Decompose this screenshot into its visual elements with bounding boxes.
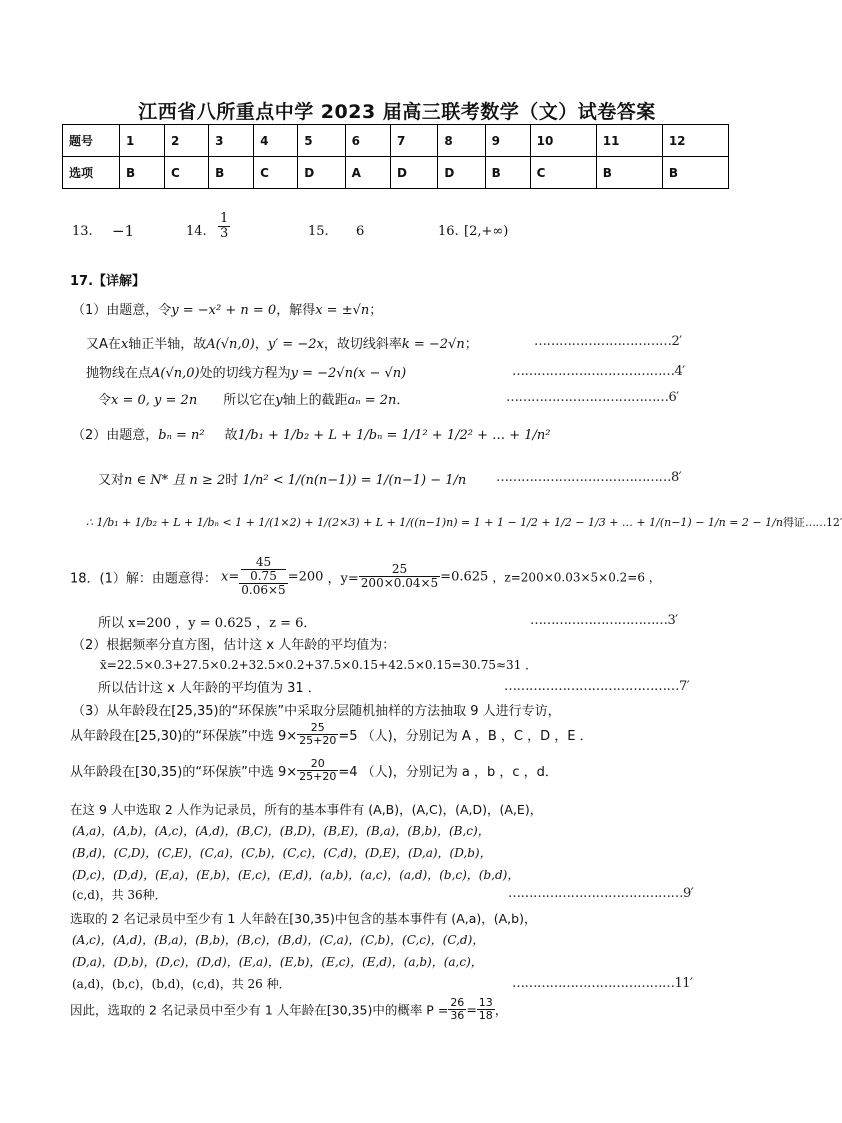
score: 6′ [668,390,679,405]
fraction-numerator: 20 [297,758,338,771]
table-row [63,157,729,189]
text: =4 （人)，分别记为 a ，b ，c ，d． [338,765,558,781]
formula: y′ = −2x [267,337,324,352]
formula: n ∈ N* 且 n ≥ 2 [124,473,226,488]
formula: aₙ = 2n [347,393,397,408]
table-cell: B [209,157,254,189]
q18-line-18 [70,997,507,1022]
text: =5 （人)，分别记为 A ，B ，C ，D ，E ． [338,729,593,745]
table-row-label: 选项 [63,157,120,189]
q18-line-4: x̄=22.5×0.3+27.5×0.2+32.5×0.2+37.5×0.15+42.5×0.15=30.75≈31 ． [100,658,538,672]
text: 抛物线在点 [86,366,152,381]
table-cell: 11 [596,125,662,157]
table-cell: 2 [165,125,209,157]
formula: ，y= [327,571,359,587]
text: 得证 [782,516,805,529]
answer-14-value [218,212,230,242]
table-cell: B [120,157,165,189]
fraction-numerator: 45 [255,555,272,569]
q17-line-2 [86,333,478,352]
formula: 1/n² < 1/(n(n−1)) = 1/(n−1) − 1/n [242,473,467,488]
fraction-denominator: 0.06×5 [241,583,286,598]
formula: A(√n,0) [206,337,255,352]
formula: x = ±√n [315,303,370,318]
table-cell: 10 [530,125,596,157]
score-marker: ……………………………………8′ [496,470,682,485]
table-cell: D [438,157,485,189]
q18-line-13: (c,d)，共 36种． [72,888,167,902]
fraction-denominator: 25+20 [299,734,337,748]
fraction-denominator: 36 [450,1009,465,1023]
text: 因此，选取的 2 名记录员中至少有 1 人年龄在[30,35)中的概率 P = [70,1002,449,1018]
fraction-numerator: 13 [478,996,493,1009]
table-cell: C [254,157,298,189]
fraction-numerator: 25 [297,722,338,735]
text: 轴上的截距 [282,393,348,408]
table-cell: 3 [209,125,254,157]
q18-line-3: （2）根据频率分直方图，估计这 x 人年龄的平均值为： [72,638,396,653]
q17-line-6 [98,469,466,488]
fraction-numerator: 1 [220,211,229,226]
text: 18．(1）解：由题意得： [70,571,217,587]
fraction-numerator: 0.75 [241,569,285,583]
table-row [63,125,729,157]
fraction-numerator: 26 [450,996,465,1009]
score: 9′ [683,886,694,901]
q18-line-7 [70,722,593,747]
q18-line-10: (A,a)，(A,b)，(A,c)，(A,d)，(B,C)，(B,D)，(B,E)，(B,a)，(B,b)，(B,c)， [72,824,490,838]
text: ． [396,393,410,408]
formula: bₙ = n² [158,428,205,443]
formula: =200 [287,569,324,585]
table-cell: 5 [298,125,345,157]
table-cell: 12 [662,125,728,157]
q18-line-17: (a,d)，(b,c)，(b,d)，(c,d)，共 26 种． [72,977,291,991]
q17-line-7: ∴ 1/b₁ + 1/b₂ + L + 1/bₙ < 1 + 1/(1×2) + 1/(2×3) + L + 1/((n−1)n) = 1 + 1 − 1/2 + 1/2 − 1/3 + … + 1/(n−1) − 1/n = 2 − 1/n得证……12′ [86,516,842,529]
score-marker: …………………………………11′ [512,976,693,991]
table-cell: 9 [485,125,530,157]
q18-line-6: （3）从年龄段在[25,35)的“环保族”中采取分层随机抽样的方法抽取 9 人进行专访， [72,704,561,719]
text: 轴正半轴，故 [128,337,207,352]
text: = [466,1002,477,1018]
q17-line-4 [98,389,409,408]
q18-line-12: (D,c)，(D,d)，(E,a)，(E,b)，(E,c)，(E,d)，(a,b)，(a,c)，(a,d)，(b,c)，(b,d)， [72,868,520,882]
q18-line-9: 在这 9 人中选取 2 人作为记录员，所有的基本事件有 (A,B)，(A,C)，(A,D)，(A,E)， [70,802,543,817]
table-cell: 4 [254,125,298,157]
answer-15-value: 6 [356,224,365,239]
table-cell: B [662,157,728,189]
text: 处的切线方程为 [199,366,291,381]
formula: =0.625 [440,569,489,585]
q18-line-14: 选取的 2 名记录员中至少有 1 人年龄在[30,35)中包含的基本事件有 (A,a)，(A,b)， [70,911,537,926]
text: ， [254,337,268,352]
text: ， [494,1002,508,1018]
q18-line-16: (D,a)，(D,b)，(D,c)，(D,d)，(E,a)，(E,b)，(E,c)，(E,d)，(a,b)，(a,c)， [72,955,483,969]
score-marker: ……………………………2′ [534,334,682,349]
q18-line-2: 所以 x=200 ，y = 0.625 ，z = 6． [98,616,317,631]
q18-line-5: 所以估计这 x 人年龄的平均值为 31 ． [98,681,321,696]
q18-line-1 [70,556,661,598]
text: 时 [225,473,239,488]
table-cell: 7 [391,125,438,157]
formula: y = −x² + n = 0 [171,303,277,318]
q18-line-15: (A,c)，(A,d)，(B,a)，(B,b)，(B,c)，(B,d)，(C,a)，(C,b)，(C,c)，(C,d)， [72,933,485,947]
table-cell: C [165,157,209,189]
score: 2′ [671,334,682,349]
table-cell: A [345,157,390,189]
text: 故 [224,428,238,443]
table-row-label: 题号 [63,125,120,157]
text: 又对 [98,473,125,488]
text: ，故切线斜率 [323,337,402,352]
text: 所以它在 [223,393,276,408]
answer-13-value: −1 [112,222,135,240]
score: 8′ [671,470,682,485]
score-marker: ……………………………3′ [530,613,678,628]
q17-line-5 [72,424,551,443]
fraction-denominator: 200×0.04×5 [360,576,439,591]
table-cell: B [485,157,530,189]
answer-15-number: 15. [308,224,329,239]
q17-heading: 17.【详解】 [70,274,146,289]
table-cell: 6 [345,125,390,157]
q17-line-1 [72,299,382,318]
q18-line-11: (B,d)，(C,D)，(C,E)，(C,a)，(C,b)，(C,c)，(C,d)，(D,E)，(D,a)，(D,b)， [72,846,492,860]
table-cell: C [530,157,596,189]
score: 11′ [674,976,693,991]
fraction-numerator: 25 [359,563,440,577]
formula: 1/b₁ + 1/b₂ + L + 1/bₙ [237,428,383,443]
answer-table [62,124,729,189]
text: 从年龄段在[30,35)的“环保族”中选 9× [70,765,298,781]
fraction-denominator: 18 [478,1009,493,1023]
answer-16-value: [2,+∞) [464,224,509,239]
answer-13-number: 13. [72,224,93,239]
formula: y [275,393,283,408]
table-cell: 1 [120,125,165,157]
formula: x [120,337,129,352]
formula: y = −2√n(x − √n) [290,366,407,381]
q18-line-8 [70,758,558,783]
formula: ，z=200×0.03×5×0.2=6 ， [492,570,661,585]
score: 12′ [825,516,842,529]
score: 3′ [667,613,678,628]
formula: = 1/1² + 1/2² + … + 1/n² [386,428,551,443]
text: 又A在 [86,337,121,352]
score: 4′ [674,364,685,379]
page-title: 江西省八所重点中学 2023 届高三联考数学（文）试卷答案 [138,101,656,123]
table-cell: 8 [438,125,485,157]
text: 从年龄段在[25,30)的“环保族”中选 9× [70,729,298,745]
score: 7′ [679,679,690,694]
fraction-denominator: 25+20 [299,770,337,784]
q17-line-3 [86,362,406,381]
score-marker: ……………………………………9′ [508,886,694,901]
text: ，解得 [276,303,316,318]
fraction-denominator: 3 [220,226,229,242]
table-cell: D [391,157,438,189]
table-cell: D [298,157,345,189]
text: ； [464,337,478,352]
formula: x= [221,569,240,585]
formula: k = −2√n [401,337,465,352]
text: ； [369,303,383,318]
table-cell: B [596,157,662,189]
text: （2）由题意， [72,428,159,443]
answer-16-number: 16. [438,224,459,239]
text: 令 [98,393,112,408]
formula: A(√n,0) [151,366,200,381]
score-marker: …………………………………4′ [512,364,685,379]
formula: ∴ 1/b₁ + 1/b₂ + L + 1/bₙ < 1 + 1/(1×2) + 1/(2×3) + L + 1/((n−1)n) = 1 + 1 − 1/2 + 1/2 − 1/3 + … + 1/(n−1) − 1/n = 2 − 1/n [86,516,783,529]
score-marker: …………………………………6′ [506,390,679,405]
answer-14-number: 14. [186,224,207,239]
text: （1）由题意，令 [72,303,172,318]
score-marker: ……………………………………7′ [504,679,690,694]
formula: x = 0, y = 2n [111,393,198,408]
